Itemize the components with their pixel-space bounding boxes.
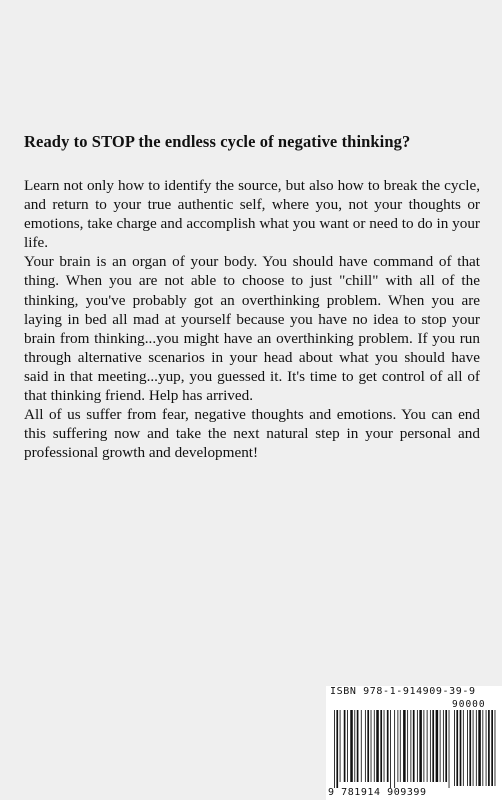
barcode-bar: [443, 710, 444, 782]
barcode-bar: [365, 710, 366, 782]
barcode-bar: [410, 710, 411, 782]
barcode-bar: [403, 710, 406, 782]
barcode-bar: [371, 710, 372, 782]
barcode-addon-bar: [473, 710, 474, 786]
barcode-bar: [350, 710, 353, 782]
barcode-bar: [417, 710, 418, 782]
barcode-addon-bar: [482, 710, 483, 786]
barcode-bar: [445, 710, 447, 782]
barcode-bar: [449, 710, 450, 788]
barcode-bar: [430, 710, 431, 782]
isbn-label: ISBN 978-1-914909-39-9: [330, 686, 476, 697]
barcode-addon-bar: [478, 710, 481, 786]
barcode-bar: [436, 710, 439, 782]
barcode-bar: [376, 710, 379, 782]
price-code: 90000: [452, 699, 486, 710]
barcode-bar: [334, 710, 335, 788]
barcode-addon-bar: [495, 710, 496, 786]
barcode-addon-bar: [467, 710, 468, 786]
barcode-bar: [374, 710, 375, 782]
barcode-bar: [390, 710, 391, 788]
barcode-bar: [427, 710, 428, 782]
barcode-bar: [367, 710, 369, 782]
barcode-bar: [423, 710, 424, 782]
barcode-addon-bar: [491, 710, 493, 786]
barcode-bar: [357, 710, 359, 782]
isbn-barcode-block: [326, 686, 502, 800]
barcode-bar: [384, 710, 385, 782]
barcode-bar: [413, 710, 415, 782]
barcode-bar: [354, 710, 355, 782]
barcode-bars: [326, 686, 502, 800]
barcode-addon-bar: [488, 710, 490, 786]
back-cover-blurb: [24, 132, 480, 462]
barcode-bar: [397, 710, 398, 782]
barcode-addon-bar: [456, 710, 458, 786]
barcode-bar: [347, 710, 348, 782]
barcode-bar: [432, 710, 434, 782]
ean-digits: 9 781914 909399: [328, 787, 427, 798]
barcode-bar: [400, 710, 401, 782]
barcode-addon-bar: [460, 710, 462, 786]
barcode-addon-bar: [463, 710, 464, 786]
barcode-bar: [394, 710, 395, 788]
blurb-headline: Ready to STOP the endless cycle of negative thinking?: [24, 132, 411, 151]
barcode-bar: [380, 710, 382, 782]
barcode-bar: [340, 710, 341, 782]
barcode-addon-bar: [469, 710, 471, 786]
blurb-paragraph-3: All of us suffer from fear, negative thoughts and emotions. You can end this suffering now and take the next natural step in your personal and professional growth and development!: [24, 406, 480, 462]
blurb-paragraph-1: Learn not only how to identify the source, but also how to break the cycle, and return to your true authentic self, where you, not your thoughts or emotions, take charge and accomplish what you want or need to do in your life.: [24, 177, 480, 252]
barcode-bar: [344, 710, 346, 782]
barcode-bar: [407, 710, 408, 782]
barcode-bar: [361, 710, 362, 782]
barcode-addon-bar: [476, 710, 477, 786]
barcode-bar: [336, 710, 338, 788]
barcode-addon-bar: [486, 710, 487, 786]
barcode-bar: [387, 710, 389, 782]
blurb-paragraph-2: Your brain is an organ of your body. You should have command of that thing. When you are not able to choose to just "chill" with all of the thinking, you've probably got an overthinking problem. When you are laying in bed all mad at yourself because you have no idea to stop your brain from thinking...you might have an overthinking problem. If you run through alternative scenarios in your head about what you should have said in that meeting...yup, you guessed it. It's time to get control of all of that thinking friend. Help has arrived.: [24, 253, 480, 405]
barcode-bar: [419, 710, 422, 782]
barcode-bar: [440, 710, 441, 782]
barcode-addon-bar: [454, 710, 455, 786]
